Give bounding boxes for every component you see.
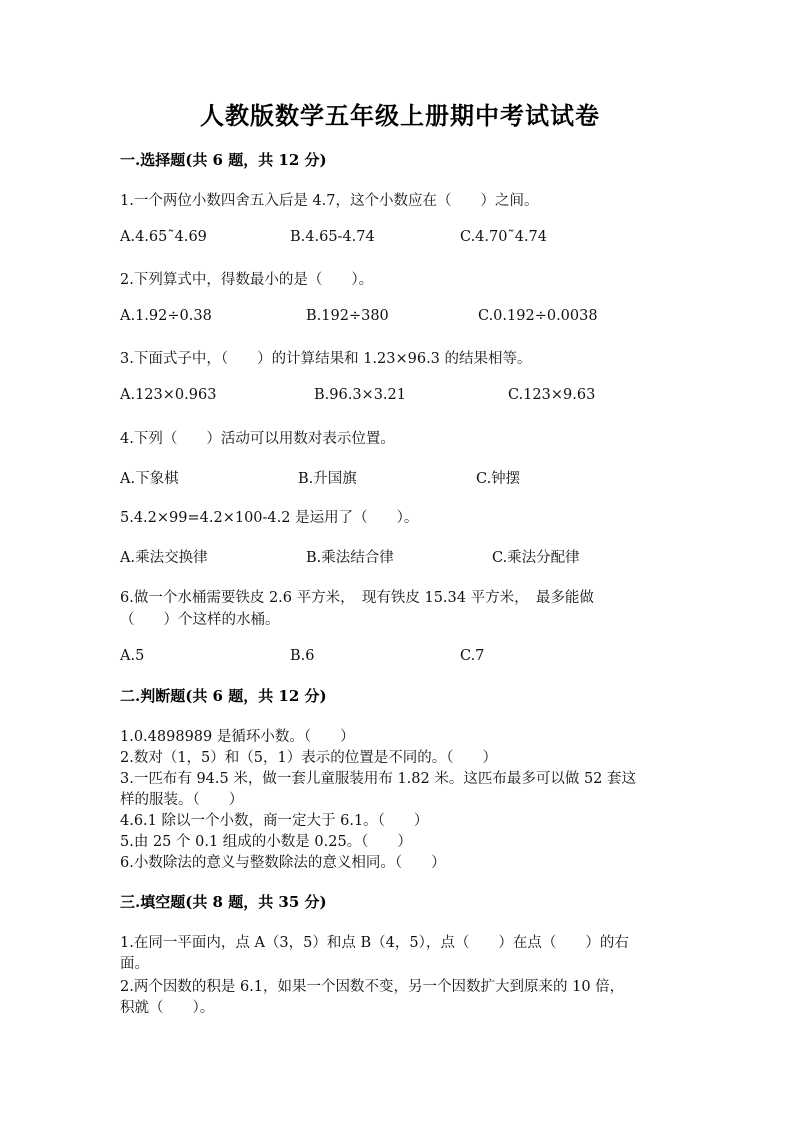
option-a: A.下象棋	[120, 471, 179, 487]
fill-item: 1.在同一平面内，点 A（3，5）和点 B（4，5），点（ ）在点（ ）的右	[120, 935, 629, 951]
option-b: B.6	[290, 648, 315, 664]
section-heading-fill-in: 三.填空题(共 8 题，共 35 分)	[120, 893, 327, 911]
section-heading-choice: 一.选择题(共 6 题，共 12 分)	[120, 151, 327, 169]
fill-item-continued: 积就（ ）。	[120, 1000, 215, 1016]
option-c: C.0.192÷0.0038	[478, 308, 598, 324]
option-b: B.乘法结合律	[306, 550, 394, 566]
question-text: 3.下面式子中，（ ）的计算结果和 1.23×96.3 的结果相等。	[120, 351, 532, 367]
option-b: B.96.3×3.21	[314, 387, 406, 403]
option-b: B.4.65-4.74	[290, 229, 375, 245]
judgement-item: 2.数对（1，5）和（5，1）表示的位置是不同的。（ ）	[120, 750, 497, 766]
option-c: C.乘法分配律	[492, 550, 580, 566]
judgement-item: 5.由 25 个 0.1 组成的小数是 0.25。（ ）	[120, 834, 412, 850]
question-text: 2.下列算式中，得数最小的是（ ）。	[120, 272, 374, 288]
question-text-continued: （ ）个这样的水桶。	[120, 612, 280, 628]
question-text: 4.下列（ ）活动可以用数对表示位置。	[120, 431, 395, 447]
option-a: A.1.92÷0.38	[120, 308, 212, 324]
exam-title: 人教版数学五年级上册期中考试试卷	[200, 101, 600, 130]
judgement-item: 3.一匹布有 94.5 米，做一套儿童服装用布 1.82 米。这匹布最多可以做 52 套这	[120, 771, 637, 787]
option-b: B.192÷380	[306, 308, 389, 324]
judgement-item: 6.小数除法的意义与整数除法的意义相同。（ ）	[120, 855, 446, 871]
judgement-item: 1.0.4898989 是循环小数。（ ）	[120, 729, 355, 745]
judgement-item-continued: 样的服装。（ ）	[120, 792, 244, 808]
option-c: C.123×9.63	[508, 387, 596, 403]
question-text: 1.一个两位小数四舍五入后是 4.7，这个小数应在（ ）之间。	[120, 193, 539, 209]
option-c: C.钟摆	[476, 471, 521, 487]
option-c: C.7	[460, 648, 485, 664]
fill-item-continued: 面。	[120, 956, 149, 972]
option-a: A.123×0.963	[120, 387, 217, 403]
option-b: B.升国旗	[298, 471, 357, 487]
option-a: A.5	[120, 648, 145, 664]
question-text: 6.做一个水桶需要铁皮 2.6 平方米， 现有铁皮 15.34 平方米， 最多能做	[120, 590, 594, 606]
judgement-item: 4.6.1 除以一个小数，商一定大于 6.1。（ ）	[120, 813, 429, 829]
fill-item: 2.两个因数的积是 6.1，如果一个因数不变，另一个因数扩大到原来的 10 倍，	[120, 979, 625, 995]
option-c: C.4.70˜4.74	[460, 229, 548, 245]
option-a: A.乘法交换律	[120, 550, 208, 566]
question-text: 5.4.2×99=4.2×100-4.2 是运用了（ ）。	[120, 510, 419, 526]
option-a: A.4.65˜4.69	[120, 229, 207, 245]
section-heading-judgement: 二.判断题(共 6 题，共 12 分)	[120, 687, 327, 705]
